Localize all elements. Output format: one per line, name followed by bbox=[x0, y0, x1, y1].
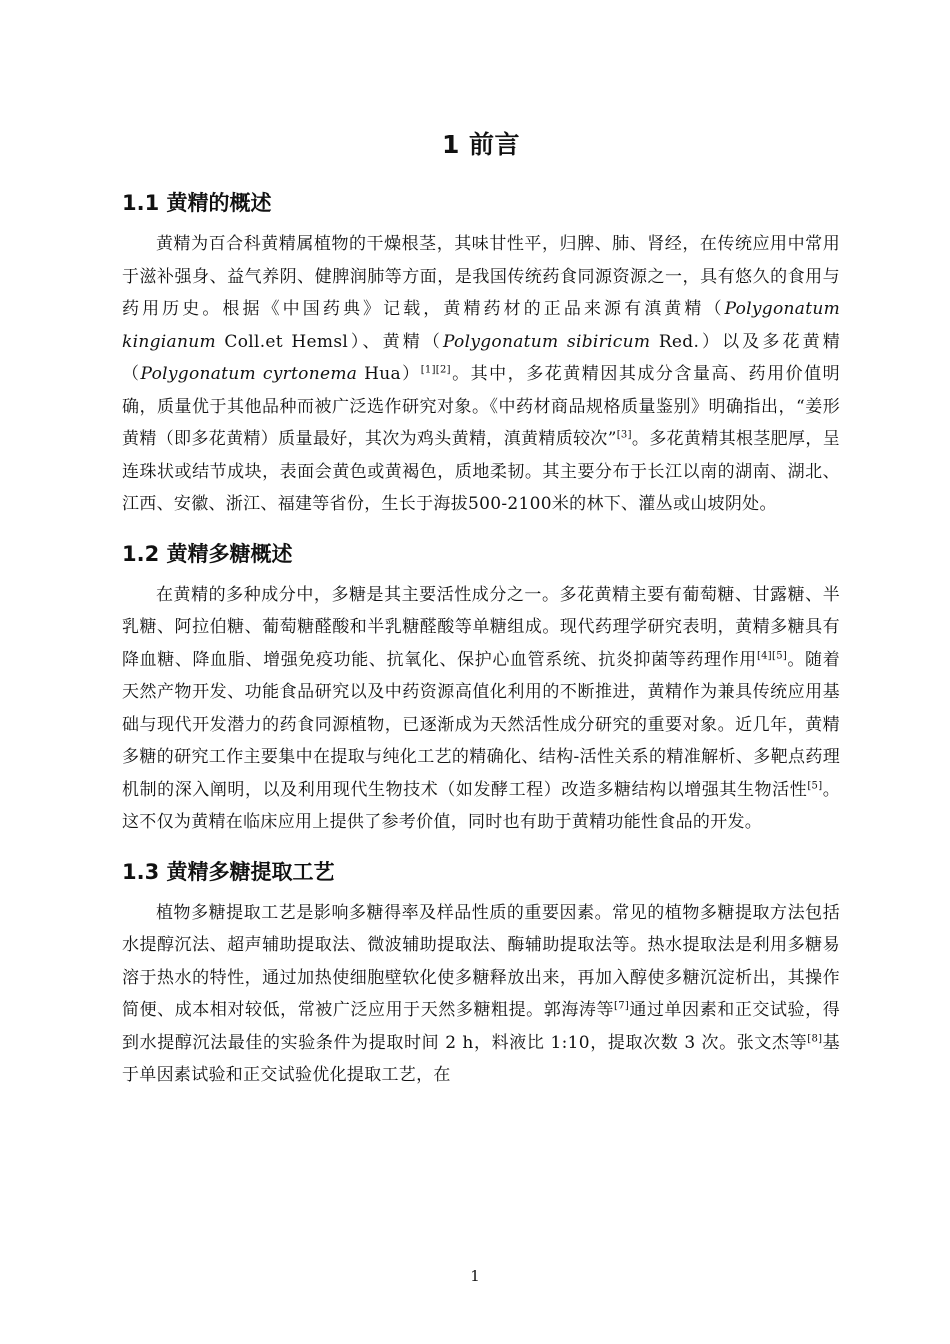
species-name: Polygonatum cyrtonema bbox=[140, 364, 358, 384]
text-run: Red.）以及多花黄精（ bbox=[122, 331, 840, 384]
section-1-1-paragraph bbox=[122, 228, 840, 521]
section-heading-1-3: 1.3 黄精多糖提取工艺 bbox=[122, 859, 335, 884]
text-run: 黄精为百合科黄精属植物的干燥根茎，其味甘性平，归脾、肺、肾经，在传统应用中常用于滋补强身、益气养阴、健脾润肺等方面，是我国传统药食同源资源之一，具有悠久的食用与药用历史。根据《中国药典》记载，黄精药材的正品来源有滇黄精（ bbox=[122, 234, 840, 319]
text-run: Hua） bbox=[357, 364, 421, 384]
section-1-3-paragraph bbox=[122, 897, 840, 1092]
citation-ref: [7] bbox=[614, 1000, 630, 1012]
section-1-2-paragraph bbox=[122, 579, 840, 839]
text-run: 通过单因素和正交试验，得到水提醇沉法最佳的实验条件为提取时间 2 h，料液比 1:10，提取次数 3 次。张文杰等 bbox=[122, 1000, 840, 1053]
citation-ref: [8] bbox=[807, 1032, 823, 1044]
text-run: 在黄精的多种成分中，多糖是其主要活性成分之一。多花黄精主要有葡萄糖、甘露糖、半乳糖、阿拉伯糖、葡萄糖醛酸和半乳糖醛酸等单糖组成。现代药理学研究表明，黄精多糖具有降血糖、降血脂、增强免疫功能、抗氧化、保护心血管系统、抗炎抑菌等药理作用 bbox=[122, 584, 840, 670]
text-run: 。其中，多花黄精因其成分含量高、药用价值明确，质量优于其他品种而被广泛选作研究对象。《中药材商品规格质量鉴别》明确指出，“姜形黄精（即多花黄精）质量最好，其次为鸡头黄精，滇黄精质较次” bbox=[122, 364, 840, 449]
text-run: 植物多糖提取工艺是影响多糖得率及样品性质的重要因素。常见的植物多糖提取方法包括水提醇沉法、超声辅助提取法、微波辅助提取法、酶辅助提取法等。热水提取法是利用多糖易溶于热水的特性，通过加热使细胞壁软化使多糖释放出来，再加入醇使多糖沉淀析出，其操作简便、成本相对较低，常被广泛应用于天然多糖粗提。郭海涛等 bbox=[122, 902, 840, 1020]
citation-ref: [3] bbox=[616, 429, 632, 441]
chapter-title: 1 前言 bbox=[441, 130, 521, 159]
citation-ref: [4][5] bbox=[756, 649, 788, 661]
species-name: Polygonatum sibiricum bbox=[443, 331, 651, 352]
citation-ref: [5] bbox=[807, 779, 823, 791]
page-number: 1 bbox=[470, 1267, 480, 1285]
section-heading-1-1: 1.1 黄精的概述 bbox=[122, 191, 272, 215]
text-run: 。多花黄精其根茎肥厚，呈连珠状或结节成块，表面会黄色或黄褐色，质地柔韧。其主要分布于长江以南的湖南、湖北、江西、安徽、浙江、福建等省份，生长于海拔500-2100米的林下、灌丛或山坡阴处。 bbox=[122, 429, 840, 514]
text-run: 基于单因素试验和正交试验优化提取工艺，在 bbox=[122, 1032, 840, 1085]
section-heading-1-2: 1.2 黄精多糖概述 bbox=[122, 541, 293, 566]
text-run: 。随着天然产物开发、功能食品研究以及中药资源高值化利用的不断推进，黄精作为兼具传统应用基础与现代开发潜力的药食同源植物，已逐渐成为天然活性成分研究的重要对象。近几年，黄精多糖的研究工作主要集中在提取与纯化工艺的精确化、结构-活性关系的精准解析、多靶点药理机制的深入阐明，以及利用现代生物技术（如发酵工程）改造多糖结构以增强其生物活性 bbox=[122, 649, 840, 800]
text-run: 。这不仅为黄精在临床应用上提供了参考价值，同时也有助于黄精功能性食品的开发。 bbox=[122, 779, 840, 832]
page-content bbox=[122, 128, 840, 1110]
citation-ref: [1][2] bbox=[420, 364, 451, 376]
species-name: Polygonatum kingianum bbox=[122, 299, 840, 352]
text-run: Coll.et Hemsl）、黄精（ bbox=[215, 331, 443, 352]
